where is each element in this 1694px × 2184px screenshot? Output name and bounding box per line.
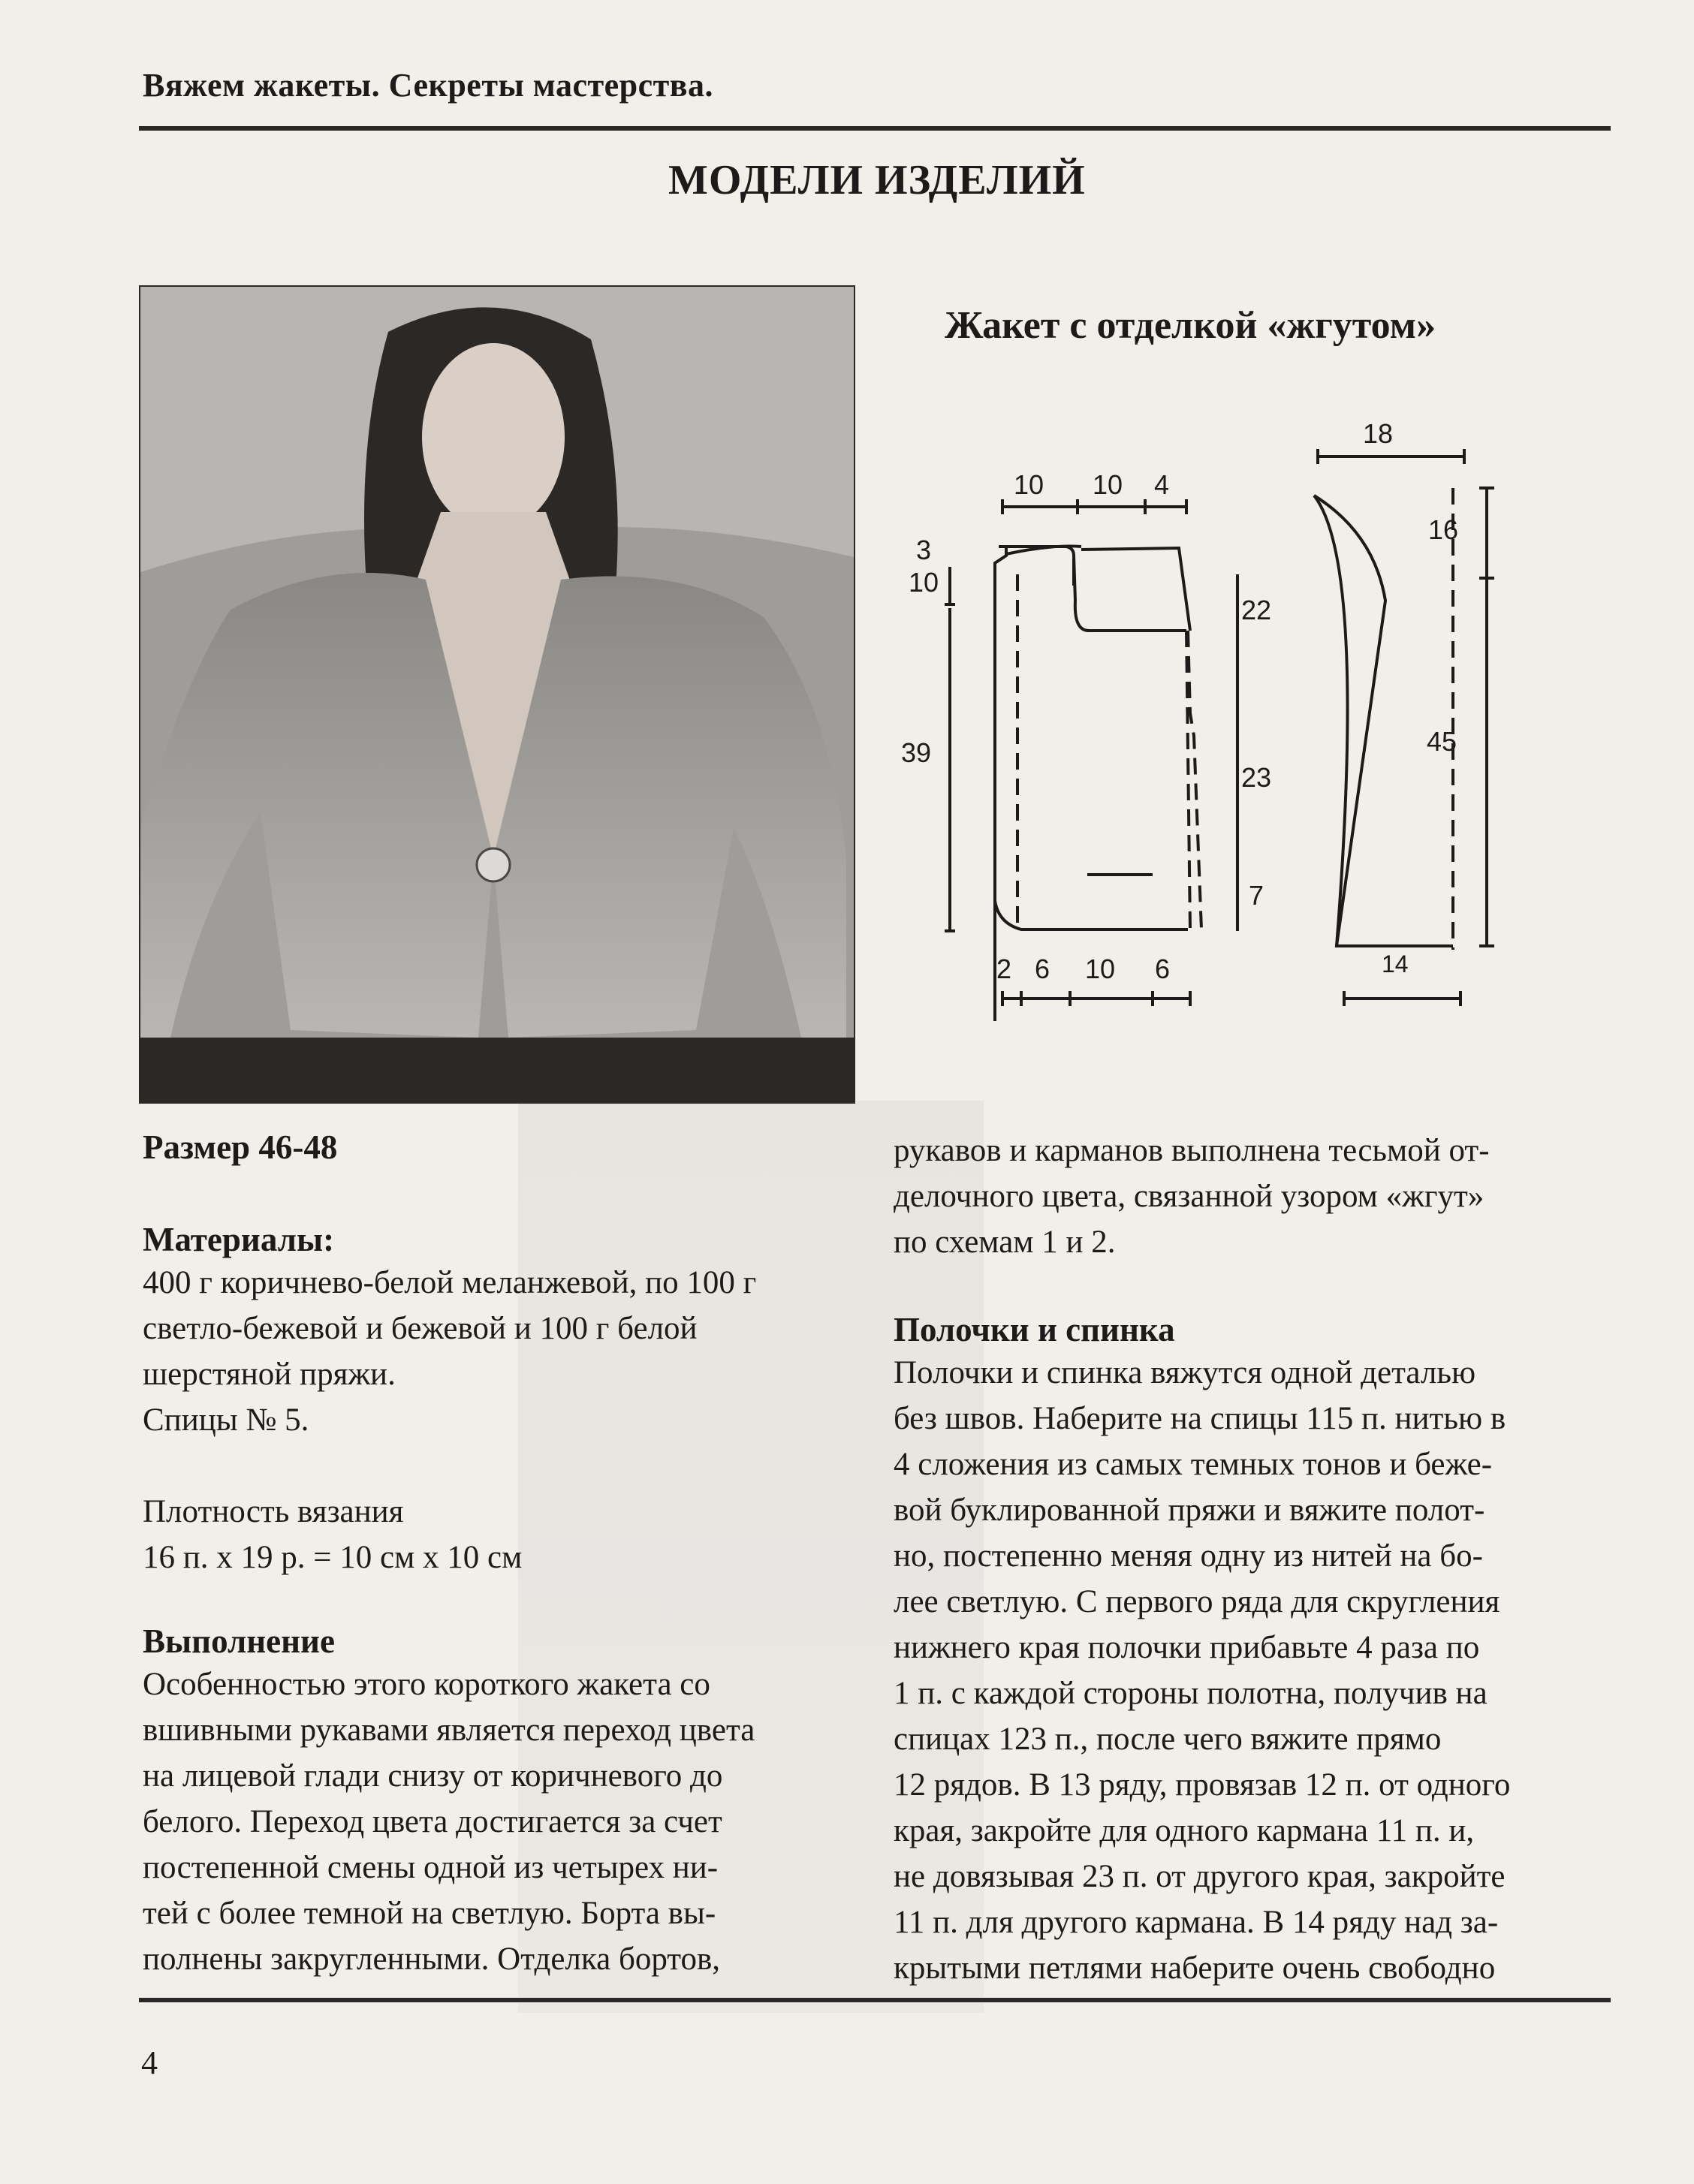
- bottom-rule: [139, 1998, 1611, 2002]
- label-sleeve-length: 45: [1427, 726, 1457, 757]
- execution-line: полнены закругленными. Отделка бортов,: [143, 1942, 721, 1977]
- label-bottom-width-4: 6: [1155, 953, 1171, 984]
- fronts-back-line: но, постепенно меняя одну из нитей на бо-: [894, 1538, 1483, 1574]
- continuation-line: по схемам 1 и 2.: [894, 1225, 1116, 1260]
- fronts-back-line: 1 п. с каждой стороны полотна, получив на: [894, 1676, 1488, 1711]
- top-rule: [139, 126, 1611, 131]
- label-hem-height: 7: [1249, 880, 1264, 911]
- execution-line: белого. Переход цвета достигается за счет: [143, 1804, 722, 1839]
- size-heading: Размер 46-48: [143, 1128, 338, 1166]
- continuation-line: рукавов и карманов выполнена тесьмой от-: [894, 1133, 1490, 1168]
- running-title: Вяжем жакеты. Секреты мастерства.: [143, 67, 714, 104]
- label-side-height: 23: [1241, 762, 1272, 793]
- fronts-back-line: края, закройте для одного кармана 11 п. и,: [894, 1813, 1475, 1848]
- fronts-back-line: спицах 123 п., после чего вяжите прямо: [894, 1722, 1442, 1757]
- sleeve-outline: [1314, 496, 1453, 946]
- label-bottom-width-2: 6: [1035, 953, 1050, 984]
- materials-text: [143, 1260, 756, 1443]
- materials-heading: Материалы:: [143, 1221, 335, 1258]
- model-title: Жакет с отделкой «жгутом»: [945, 304, 1436, 347]
- fronts-back-line: 12 рядов. В 13 ряду, провязав 12 п. от одного: [894, 1767, 1511, 1803]
- label-sleeve-cap: 16: [1428, 514, 1459, 545]
- execution-line: вшивными рукавами является переход цвета: [143, 1713, 755, 1748]
- fronts-back-line: 11 п. для другого кармана. В 14 ряду над за-: [894, 1905, 1499, 1940]
- shoulder-line: [1081, 548, 1190, 631]
- label-top-width-3: 4: [1154, 469, 1170, 500]
- materials-line: Спицы № 5.: [143, 1402, 309, 1438]
- fronts-back-line: не довязывая 23 п. от другого края, закройте: [894, 1859, 1506, 1894]
- continuation-text: [894, 1128, 1490, 1265]
- pattern-schematic: [886, 405, 1502, 1021]
- side-seam: [1186, 631, 1190, 929]
- fronts-back-line: вой буклированной пряжи и вяжите полот-: [894, 1493, 1485, 1528]
- fronts-back-line: Полочки и спинка вяжутся одной деталью: [894, 1355, 1476, 1390]
- label-sleeve-top: 18: [1363, 418, 1394, 449]
- sleeve-left: [1314, 496, 1348, 946]
- label-left-height: 39: [901, 737, 932, 768]
- label-upper-left: 10: [909, 567, 939, 598]
- label-sleeve-cuff: 14: [1382, 950, 1409, 978]
- materials-line: 400 г коричнево-белой меланжевой, по 100 г: [143, 1265, 757, 1300]
- gauge-text: [143, 1489, 522, 1580]
- section-title: МОДЕЛИ ИЗДЕЛИЙ: [668, 157, 1086, 203]
- execution-text: [143, 1661, 755, 1982]
- page-number: 4: [141, 2044, 158, 2081]
- neck-line: [999, 547, 1186, 631]
- label-neck-depth: 3: [916, 535, 932, 565]
- execution-heading: Выполнение: [143, 1622, 335, 1660]
- label-armhole: 22: [1241, 595, 1272, 625]
- fronts-back-text: [894, 1350, 1510, 1991]
- fronts-back-heading: Полочки и спинка: [894, 1311, 1175, 1348]
- execution-line: Особенностью этого короткого жакета со: [143, 1667, 710, 1702]
- execution-line: тей с более темной на светлую. Борта вы-: [143, 1896, 716, 1931]
- label-bottom-width-3: 10: [1085, 953, 1116, 984]
- materials-line: светло-бежевой и бежевой и 100 г белой: [143, 1311, 698, 1346]
- gauge-line: 16 п. х 19 р. = 10 см х 10 см: [143, 1540, 523, 1575]
- gauge-line: Плотность вязания: [143, 1494, 404, 1529]
- side-dashed-line: [1188, 631, 1201, 929]
- fronts-back-line: без швов. Наберите на спицы 115 п. нитью в: [894, 1401, 1506, 1436]
- label-top-width-1: 10: [1014, 469, 1044, 500]
- fronts-back-line: крытыми петлями наберите очень свободно: [894, 1951, 1496, 1986]
- fronts-back-line: нижнего края полочки прибавьте 4 раза по: [894, 1630, 1480, 1665]
- continuation-line: делочного цвета, связанной узором «жгут»: [894, 1179, 1485, 1214]
- materials-line: шерстяной пряжи.: [143, 1357, 396, 1392]
- execution-line: на лицевой глади снизу от коричневого до: [143, 1758, 723, 1794]
- fronts-back-line: лее светлую. С первого ряда для скругления: [894, 1584, 1500, 1619]
- model-photo-illustration: [140, 287, 854, 1102]
- model-photo: [139, 285, 855, 1104]
- label-top-width-2: 10: [1093, 469, 1123, 500]
- label-bottom-width-1: 2: [996, 953, 1012, 984]
- fronts-back-line: 4 сложения из самых темных тонов и беже-: [894, 1447, 1493, 1482]
- execution-line: постепенной смены одной из четырех ни-: [143, 1850, 719, 1885]
- body-outline: [995, 547, 1006, 1021]
